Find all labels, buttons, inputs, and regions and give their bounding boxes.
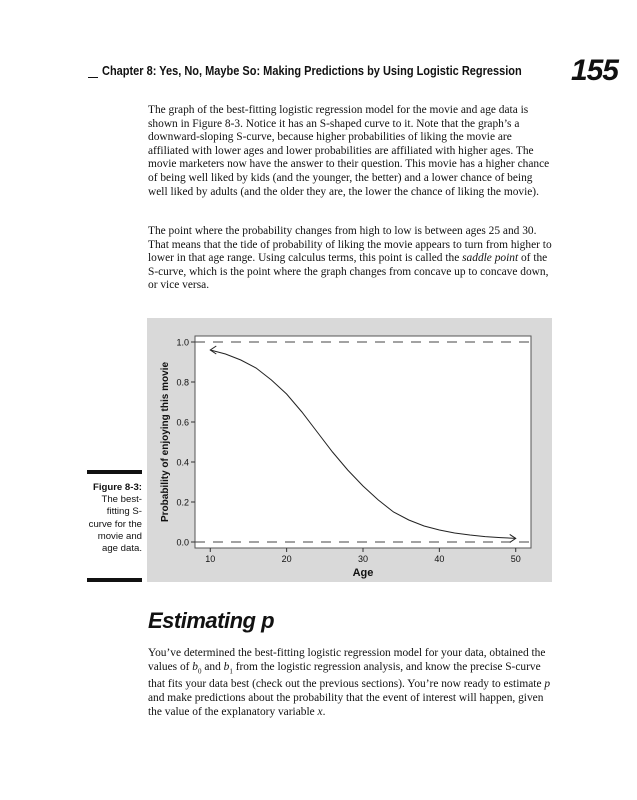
x-tick-label: 50 xyxy=(510,554,521,564)
chapter-title: Chapter 8: Yes, No, Maybe So: Making Predictions by Using Logistic Regression xyxy=(102,64,522,78)
paragraph-2-text-b: of the S-curve, which is the point where the graph changes from concave up to concave down, or vice versa. xyxy=(148,252,549,292)
x-axis-label: Age xyxy=(352,567,374,579)
y-tick-label: 0.2 xyxy=(176,497,189,508)
b0-symbol: b xyxy=(192,660,198,673)
y-tick-label: 0.4 xyxy=(176,457,189,468)
paragraph-3-and: and xyxy=(201,660,224,673)
section-heading: Estimating p xyxy=(148,608,275,633)
b1-symbol: b xyxy=(223,660,230,673)
paragraph-3-period: . xyxy=(322,705,326,718)
x-tick-label: 10 xyxy=(205,554,216,564)
saddle-point-term: saddle point xyxy=(462,252,519,265)
figure-caption-text: The best-fitting S-curve for the movie and age data. xyxy=(88,494,142,555)
figure-8-3 xyxy=(147,318,552,582)
running-header xyxy=(88,54,618,88)
plot-area xyxy=(195,336,531,548)
caption-top-bar xyxy=(87,470,142,474)
figure-label: Figure 8-3: xyxy=(92,482,142,493)
p-symbol: p xyxy=(544,678,551,691)
paragraph-2 xyxy=(148,225,552,293)
paragraph-2-text-a: The point where the probability changes from high to low is between ages 25 and 30. That means that the tide of probability of liking the movie appears to turn from higher to lower in that age range. Using calculus terms, this point is called the xyxy=(148,225,552,265)
y-tick-label: 0.8 xyxy=(176,377,189,388)
header-rule xyxy=(88,77,98,78)
y-tick-label: 0.6 xyxy=(176,417,189,428)
paragraph-1: The graph of the best-fitting logistic regression model for the movie and age data is shown in Figure 8-3. Notice it has an S-shaped curve to it. Note that the graph’s a downward-sloping S-curve, because higher probabilities of liking the movie are affiliated with lower ages and lower probabilities are affiliated with higher ages. The movie marketers now have the answer to their question. This movie has a higher chance of being well liked by kids (and the younger, the better) and a lower chance of being well liked by adults (and the older they are, the lower the chance of liking the movie). xyxy=(148,104,550,198)
paragraph-3 xyxy=(148,647,552,719)
caption-bottom-bar xyxy=(87,578,142,582)
y-tick-label: 0.0 xyxy=(176,537,189,548)
y-tick-label: 1.0 xyxy=(176,337,189,348)
x-tick-label: 20 xyxy=(281,554,292,564)
paragraph-3-text-c: from the logistic regression analysis, and know the precise S-curve that fits your data best (check out the previous sections). You’re now ready to estimate xyxy=(148,660,545,691)
paragraph-3-text-a: You’ve determined the best-fitting logistic regression model for your data, obtained the values of xyxy=(148,647,546,673)
page-number: 155 xyxy=(570,54,618,87)
x-tick-label: 30 xyxy=(357,554,369,564)
b1-subscript: 1 xyxy=(229,666,233,675)
y-axis-label: Probability of enjoying this movie xyxy=(160,361,171,523)
logistic-chart xyxy=(147,318,552,582)
x-tick-label: 40 xyxy=(434,554,445,564)
b0-subscript: 0 xyxy=(198,666,202,675)
figure-caption xyxy=(87,482,142,555)
x-symbol: x xyxy=(317,705,323,718)
paragraph-3-text-d: and make predictions about the probability that the event of interest will happen, given the value of the explanatory variable xyxy=(148,692,544,718)
